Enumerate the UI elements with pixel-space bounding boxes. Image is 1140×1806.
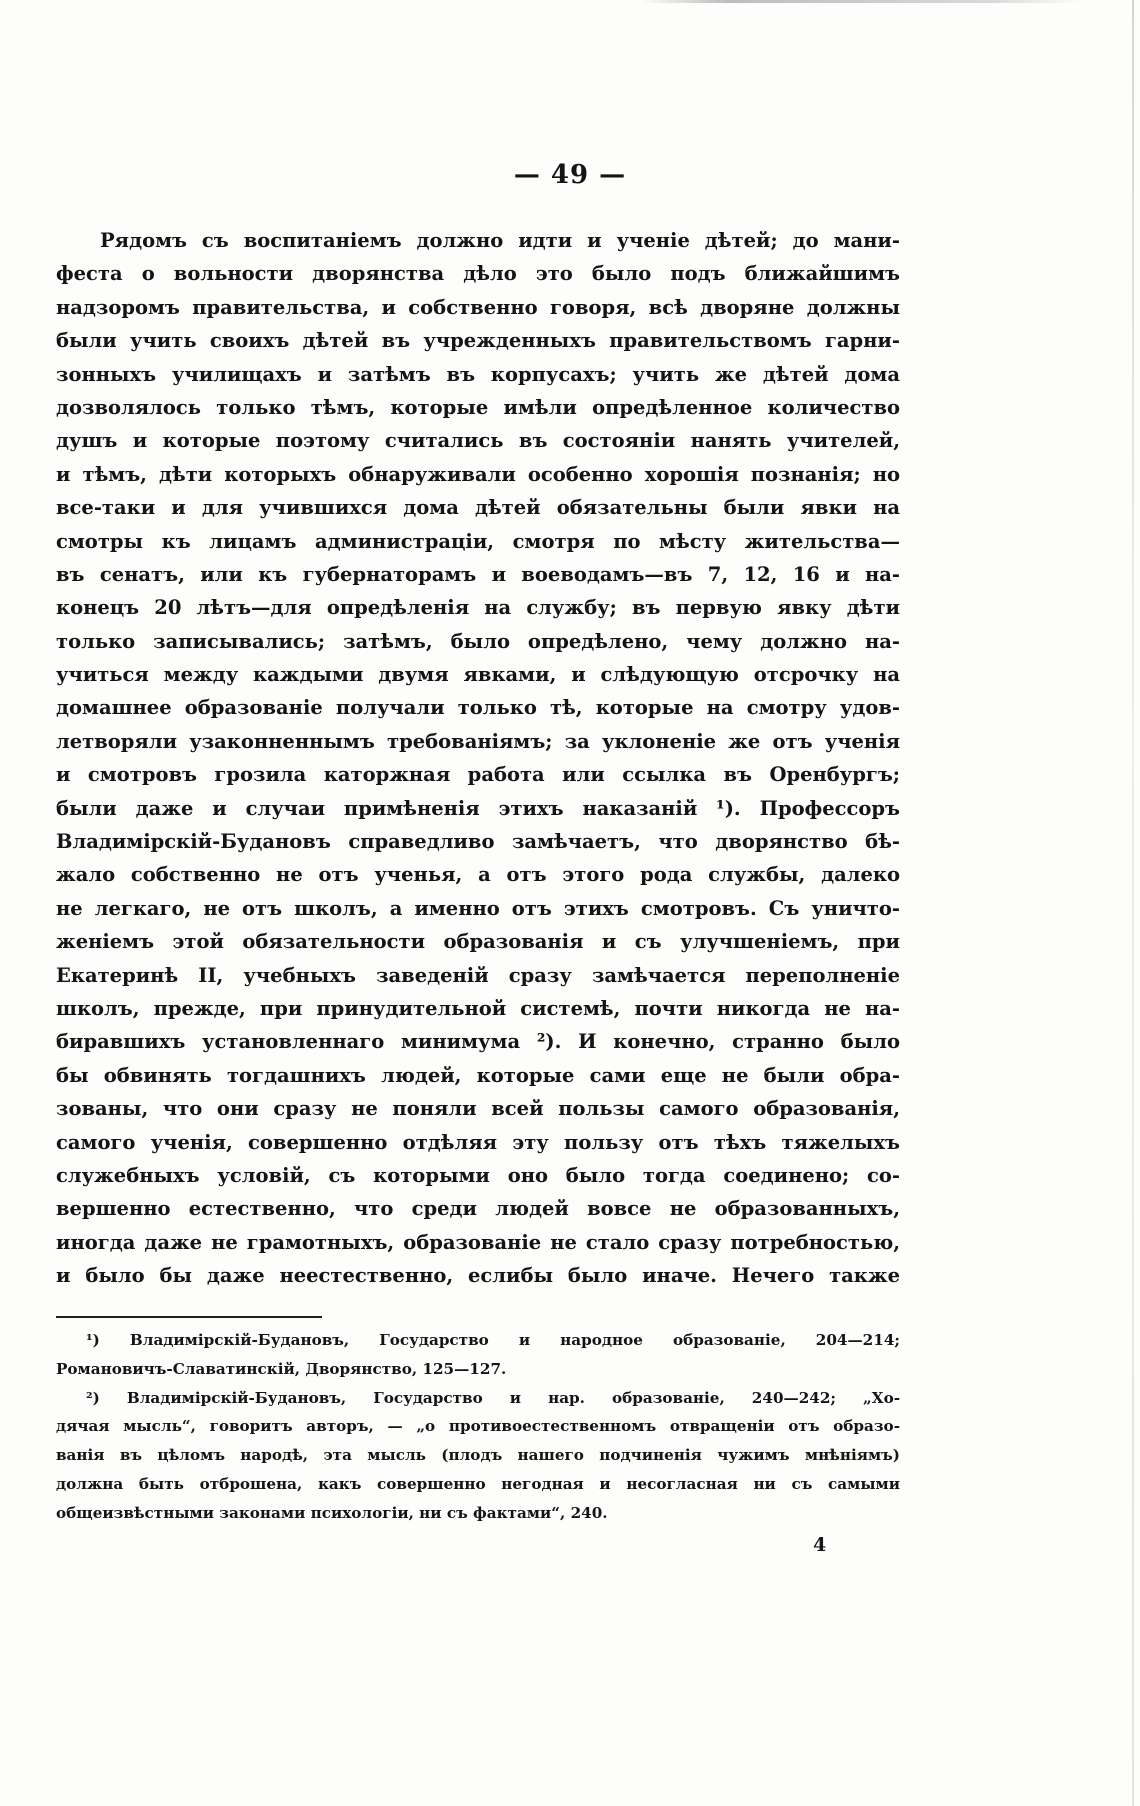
text-line: надзоромъ правительства, и собственно говоря, всѣ дворяне должны (56, 295, 900, 319)
text-line: Екатеринѣ II, учебныхъ заведеній сразу замѣчается переполненіе (56, 963, 900, 987)
main-text (56, 224, 900, 1293)
text-line: вершенно естественно, что среди людей вовсе не образованныхъ, (56, 1197, 900, 1221)
text-line: были учить своихъ дѣтей въ учрежденныхъ правительствомъ гарни- (56, 329, 900, 353)
footnote-line: ²) Владимірскій-Будановъ, Государство и нар. образованіе, 240—242; „Хо- (86, 1388, 900, 1407)
text-line: Рядомъ съ воспитаніемъ должно идти и ученіе дѣтей; до мани- (100, 229, 900, 252)
footnote-divider (56, 1316, 322, 1318)
text-line: служебныхъ условій, съ которыми оно было тогда соединено; со- (56, 1163, 900, 1187)
text-line: смотры къ лицамъ администраціи, смотря по мѣсту жительства— (56, 529, 900, 553)
text-line: душъ и которые поэтому считались въ состояніи нанять учителей, (56, 429, 900, 453)
printer-signature-mark: 4 (813, 1534, 827, 1556)
footnote-line: ванія въ цѣломъ народѣ, эта мысль (плодъ нашего подчиненія чужимъ мнѣніямъ) (56, 1446, 900, 1465)
text-line: были даже и случаи примѣненія этихъ наказаній ¹). Профессоръ (56, 796, 900, 820)
text-line: школъ, прежде, при принудительной системѣ, почти никогда не на- (56, 996, 900, 1020)
text-line: конецъ 20 лѣтъ—для опредѣленія на службу; въ первую явку дѣти (56, 596, 900, 620)
text-line: дозволялось только тѣмъ, которые имѣли опредѣленное количество (56, 395, 900, 419)
page-top-edge (640, 0, 1080, 3)
text-line: летворяли узаконненнымъ требованіямъ; за уклоненіе же отъ ученія (56, 729, 900, 753)
text-line: не легкаго, не отъ школъ, а именно отъ этихъ смотровъ. Съ уничто- (56, 896, 900, 920)
text-line: зонныхъ училищахъ и затѣмъ въ корпусахъ; учить же дѣтей дома (56, 362, 900, 386)
text-line: Владимірскій-Будановъ справедливо замѣчаетъ, что дворянство бѣ- (56, 830, 900, 854)
footnote-line: должна быть отброшена, какъ совершенно негодная и несогласная ни съ самыми (56, 1474, 900, 1493)
footnote-line: дячая мысль“, говоритъ авторъ, — „о противоестественномъ отвращеніи отъ образо- (56, 1417, 900, 1436)
page-right-edge (1132, 0, 1134, 1806)
footnote-line: общеизвѣстными законами психологіи, ни съ фактами“, 240. (56, 1503, 608, 1522)
text-line: зованы, что они сразу не поняли всей пользы самого образованія, (56, 1097, 900, 1121)
text-line: и тѣмъ, дѣти которыхъ обнаруживали особенно хорошія познанія; но (56, 462, 900, 486)
footnote-line: Романовичъ-Славатинскій, Дворянство, 125—127. (56, 1359, 507, 1378)
footnotes (56, 1326, 900, 1528)
text-line: въ сенатъ, или къ губернаторамъ и воеводамъ—въ 7, 12, 16 и на- (56, 562, 900, 586)
text-line: все-таки и для учившихся дома дѣтей обязательны были явки на (56, 496, 900, 520)
page-number: — 49 — (513, 160, 627, 190)
text-line: и смотровъ грозила каторжная работа или ссылка въ Оренбургъ; (56, 763, 900, 787)
text-line: самого ученія, совершенно отдѣляя эту пользу отъ тѣхъ тяжелыхъ (56, 1130, 900, 1154)
text-line: жало собственно не отъ ученья, а отъ этого рода службы, далеко (56, 863, 900, 887)
text-line: женіемъ этой обязательности образованія и съ улучшеніемъ, при (56, 930, 900, 954)
footnote-line: ¹) Владимірскій-Будановъ, Государство и народное образованіе, 204—214; (86, 1331, 900, 1349)
text-line: бы обвинять тогдашнихъ людей, которые сами еще не были обра- (56, 1063, 900, 1087)
text-line: и было бы даже неестественно, еслибы было иначе. Нечего также (56, 1264, 900, 1288)
text-line: учиться между каждыми двумя явками, и слѣдующую отсрочку на (56, 663, 900, 687)
text-line: феста о вольности дворянства дѣло это было подъ ближайшимъ (56, 262, 900, 286)
text-line: только записывались; затѣмъ, было опредѣлено, чему должно на- (56, 629, 900, 653)
text-line: иногда даже не грамотныхъ, образованіе не стало сразу потребностью, (56, 1230, 900, 1254)
text-line: домашнее образованіе получали только тѣ, которые на смотру удов- (56, 696, 900, 720)
text-line: биравшихъ установленнаго минимума ²). И конечно, странно было (56, 1030, 900, 1054)
